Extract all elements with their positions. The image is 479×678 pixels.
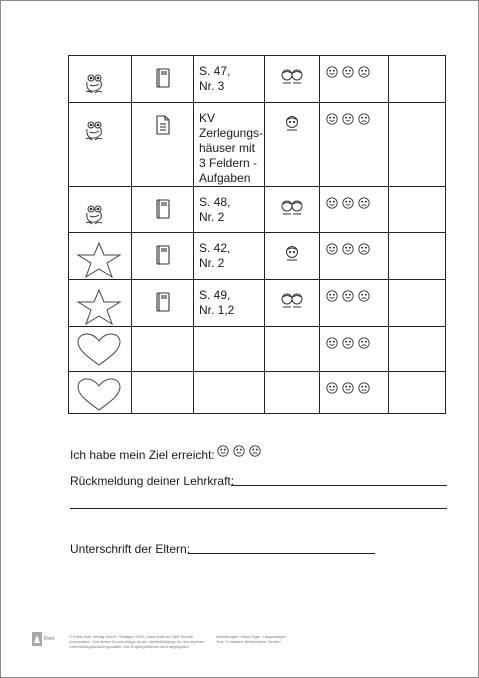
difficulty-cell — [69, 233, 132, 280]
task-text: S. 48, — [198, 195, 231, 209]
smiley-neutral-icon[interactable] — [342, 382, 354, 394]
smiley-sad-icon[interactable] — [358, 337, 370, 349]
self-evaluation-cell — [319, 233, 388, 280]
goal-smiley-sad-icon[interactable] — [249, 444, 261, 462]
smiley-sad-icon[interactable] — [358, 290, 370, 302]
signature-row — [70, 542, 190, 556]
goal-label: Ich habe mein Ziel erreicht: — [70, 448, 215, 462]
feedback-label: Rückmeldung deiner Lehrkraft: — [70, 474, 235, 488]
goal-smileys — [217, 444, 261, 462]
task-table — [68, 55, 446, 414]
smiley-sad-icon[interactable] — [358, 243, 370, 255]
smiley-neutral-icon[interactable] — [342, 290, 354, 302]
smiley-happy-icon[interactable] — [326, 382, 338, 394]
credits-text: Abbildungen: Oliver Eger, Langenargen Text: Christiane Wiesemann, Verden — [216, 634, 287, 644]
smiley-happy-icon[interactable] — [326, 337, 338, 349]
material-cell — [132, 233, 194, 280]
task-row — [69, 280, 446, 327]
self-evaluation-cell — [319, 56, 388, 103]
teacher-check-cell[interactable] — [389, 233, 446, 280]
task-text: S. 42, — [198, 241, 231, 255]
smiley-neutral-icon[interactable] — [342, 243, 354, 255]
task-text: Nr. 3 — [198, 79, 225, 93]
smiley-neutral-icon[interactable] — [342, 337, 354, 349]
task-cell — [193, 327, 264, 372]
self-evaluation-cell — [319, 327, 388, 372]
smiley-happy-icon[interactable] — [326, 66, 338, 78]
smiley-happy-icon[interactable] — [326, 113, 338, 125]
teacher-check-cell[interactable] — [389, 280, 446, 327]
task-cell — [193, 372, 264, 414]
task-cell — [193, 233, 264, 280]
material-cell — [132, 56, 194, 103]
feedback-line-1[interactable] — [231, 485, 447, 486]
task-cell — [193, 103, 264, 187]
smiley-sad-icon[interactable] — [358, 66, 370, 78]
task-text: Nr. 2 — [198, 256, 225, 270]
signature-line[interactable] — [188, 553, 375, 554]
task-row — [69, 372, 446, 414]
material-cell — [132, 327, 194, 372]
social-form-cell — [265, 103, 320, 187]
difficulty-cell — [69, 280, 132, 327]
difficulty-cell — [69, 56, 132, 103]
difficulty-cell — [69, 187, 132, 233]
smiley-neutral-icon[interactable] — [342, 197, 354, 209]
task-cell — [193, 280, 264, 327]
task-cell — [193, 56, 264, 103]
material-cell — [132, 372, 194, 414]
social-form-cell — [265, 372, 320, 414]
self-evaluation-cell — [319, 103, 388, 187]
logo-text: Klett — [44, 636, 55, 642]
smiley-sad-icon[interactable] — [358, 113, 370, 125]
social-form-cell — [265, 280, 320, 327]
smiley-neutral-icon[interactable] — [342, 113, 354, 125]
difficulty-cell — [69, 103, 132, 187]
smiley-happy-icon[interactable] — [326, 290, 338, 302]
teacher-check-cell[interactable] — [389, 187, 446, 233]
self-evaluation-cell — [319, 187, 388, 233]
task-row — [69, 103, 446, 187]
goal-smiley-neutral-icon[interactable] — [233, 444, 245, 462]
task-text: Nr. 1,2 — [198, 303, 235, 317]
material-cell — [132, 280, 194, 327]
social-form-cell — [265, 56, 320, 103]
teacher-check-cell[interactable] — [389, 327, 446, 372]
smiley-sad-icon[interactable] — [358, 197, 370, 209]
difficulty-cell — [69, 327, 132, 372]
smiley-happy-icon[interactable] — [326, 197, 338, 209]
goal-row — [70, 448, 215, 462]
klett-logo — [32, 632, 60, 646]
task-text: Nr. 2 — [198, 210, 225, 224]
feedback-row — [70, 474, 234, 488]
task-text: 3 Feldern - — [198, 156, 258, 170]
task-text: S. 47, — [198, 64, 231, 78]
task-text: KV — [198, 111, 215, 125]
self-evaluation-cell — [319, 280, 388, 327]
self-evaluation-cell — [319, 372, 388, 414]
teacher-check-cell[interactable] — [389, 103, 446, 187]
task-text: Aufgaben — [198, 171, 251, 185]
smiley-sad-icon[interactable] — [358, 382, 370, 394]
task-row — [69, 327, 446, 372]
task-text: S. 49, — [198, 288, 231, 302]
goal-smiley-happy-icon[interactable] — [217, 444, 229, 462]
task-cell — [193, 187, 264, 233]
smiley-happy-icon[interactable] — [326, 243, 338, 255]
feedback-line-2[interactable] — [70, 508, 447, 509]
task-text: Zerlegungs- — [198, 126, 264, 140]
teacher-check-cell[interactable] — [389, 56, 446, 103]
social-form-cell — [265, 187, 320, 233]
task-text: häuser mit — [198, 141, 256, 155]
difficulty-cell — [69, 372, 132, 414]
material-cell — [132, 187, 194, 233]
material-cell — [132, 103, 194, 187]
social-form-cell — [265, 233, 320, 280]
smiley-neutral-icon[interactable] — [342, 66, 354, 78]
task-row — [69, 233, 446, 280]
copyright-text: © Ernst Klett Verlag GmbH, Stuttgart 2020 | www.klett.de | Alle Rechte vorbehalten. Von dieser Druckvorlage ist die Vervielfältigung für den eigenen Unterrichtsgebrauch gestattet. Die Kopiergebühren sind abgegolten. — [69, 634, 205, 649]
signature-label: Unterschrift der Eltern: — [70, 542, 191, 556]
task-row — [69, 56, 446, 103]
social-form-cell — [265, 327, 320, 372]
teacher-check-cell[interactable] — [389, 372, 446, 414]
task-row — [69, 187, 446, 233]
